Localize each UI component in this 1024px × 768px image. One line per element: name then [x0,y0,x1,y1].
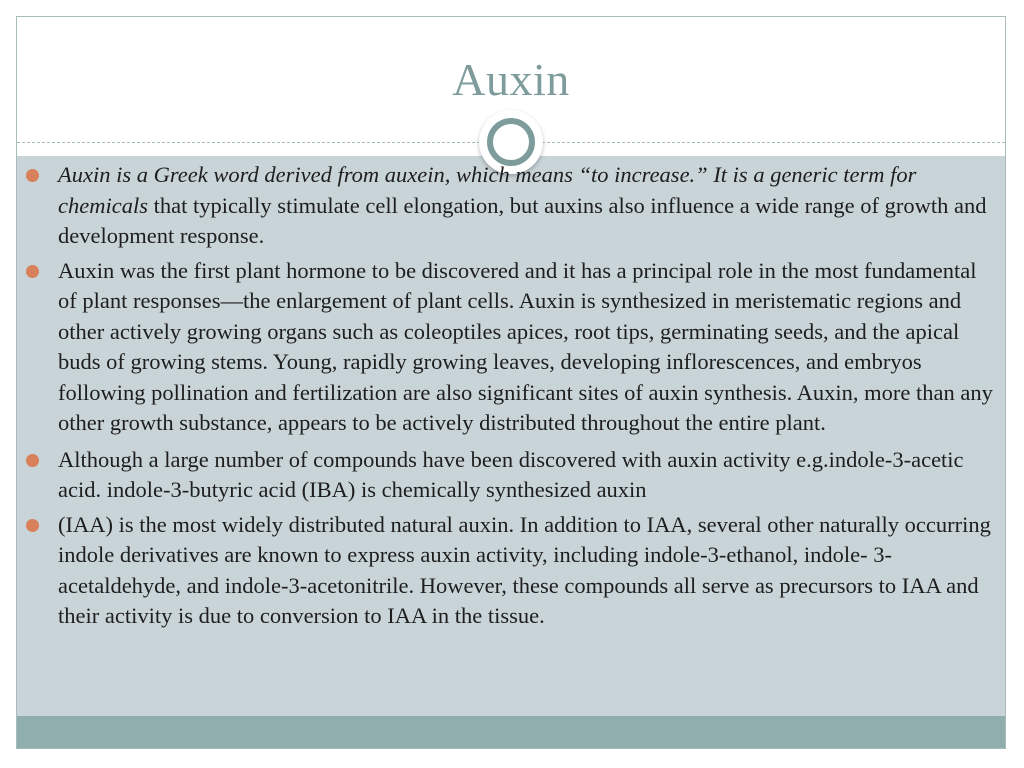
bullet-item [0,510,1024,632]
bullet-text: (IAA) is the most widely distributed natural auxin. In addition to IAA, several other naturally occurring indole derivatives are known to express auxin activity, including indole-3-ethanol, indole- 3-acetaldehyde, and indole-3-acetonitrile. However, these compounds all serve as precursors to IAA and their activity is due to conversion to IAA in the tissue. [58,511,991,628]
bullet-text: Although a large number of compounds have been discovered with auxin activity e.g.indole-3-acetic acid. indole-3-butyric acid (IBA) is chemically synthesized auxin [58,446,964,502]
bullet-item [0,445,1024,506]
bullet-item [0,256,1024,439]
bullet-dot-icon [26,265,39,278]
bullet-dot-icon [26,454,39,467]
bullet-item [0,160,1024,252]
bottom-band [17,716,1005,749]
bullet-text: Auxin was the first plant hormone to be discovered and it has a principal role in the most fundamental of plant responses—the enlargement of plant cells. Auxin is synthesized in meristematic regions and other actively growing organs such as coleoptiles apices, root tips, germinating seeds, and the apical buds of growing stems. Young, rapidly growing leaves, developing inflorescences, and embryos following pollination and fertilization are also significant sites of auxin synthesis. Auxin, more than any other growth substance, appears to be actively distributed throughout the entire plant. [58,257,993,435]
bullet-italic-text: Auxin is a Greek word derived from auxein, which means “to increase.” It is a generic term for chemicals [58,162,917,218]
slide-title: Auxin [452,54,570,105]
bullet-list [0,160,1024,638]
bullet-dot-icon [26,519,39,532]
bullet-dot-icon [26,169,39,182]
circle-ring-inner [487,118,535,166]
bullet-text: that typically stimulate cell elongation, but auxins also influence a wide range of growth and development response. [58,192,987,248]
